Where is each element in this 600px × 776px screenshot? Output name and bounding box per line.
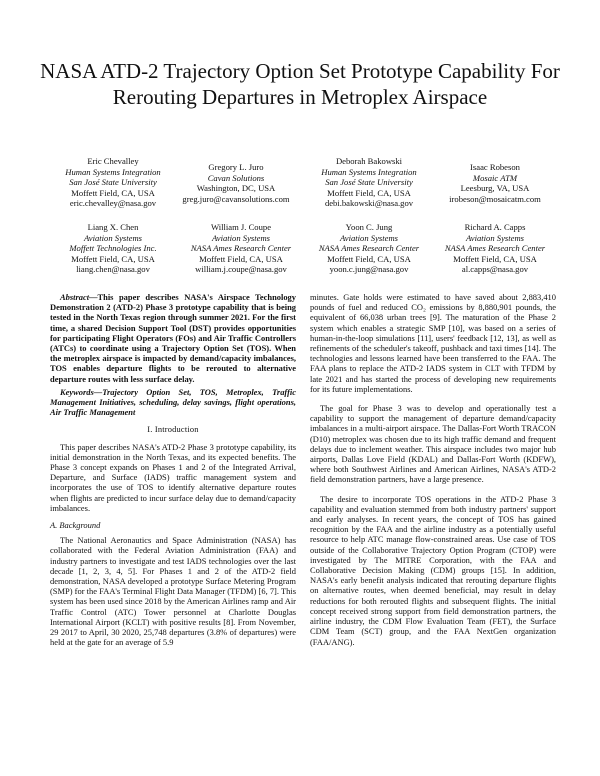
- author-role: Human Systems Integration: [321, 166, 417, 177]
- author-block: [48, 222, 178, 275]
- author-name: Yoon C. Jung: [345, 222, 393, 232]
- author-block: [304, 222, 434, 275]
- right-column: [310, 292, 556, 650]
- author-email: greg.juro@cavansolutions.com: [182, 193, 290, 204]
- author-email: al.capps@nasa.gov: [461, 264, 529, 275]
- author-location: Leesburg, VA, USA: [460, 183, 530, 194]
- intro-paragraph: This paper describes NASA's ATD-2 Phase 3 prototype capability, its initial demonstration in the North Texas, and its expected benefits. The Phase 3 concept expands on Phases 1 and 2 of the Integrated Arrival, Departure, and Surface (IADS) traffic management system and incorporates the use of TOS to identify alternative departure routes when flights are predicted to incur surface delay due to demand/capacity imbalances.: [50, 441, 296, 513]
- author-name: Liang X. Chen: [87, 222, 139, 232]
- author-location: Moffett Field, CA, USA: [199, 253, 283, 264]
- abstract: [50, 292, 296, 384]
- author-block: [430, 222, 560, 275]
- author-name: Isaac Robeson: [470, 162, 520, 172]
- author-email: debi.bakowski@nasa.gov: [324, 198, 414, 209]
- author-org: NASA Ames Research Center: [190, 243, 292, 254]
- author-location: Moffett Field, CA, USA: [453, 253, 537, 264]
- author-org: San José State University: [325, 177, 413, 188]
- keywords-label: Keywords—: [60, 386, 103, 397]
- author-location: Moffett Field, CA, USA: [327, 253, 411, 264]
- author-email: irobeson@mosaicatm.com: [449, 193, 541, 204]
- author-org: NASA Ames Research Center: [444, 243, 546, 254]
- author-location: Moffett Field, CA, USA: [71, 253, 155, 264]
- author-location: Moffett Field, CA, USA: [327, 187, 411, 198]
- left-column: [50, 292, 296, 651]
- author-email: liang.chen@nasa.gov: [76, 264, 150, 275]
- body-paragraph: minutes. Gate holds were estimated to have saved about 2,883,410 pounds of fuel and reduced CO₂ emissions by 8,880,901 pounds, the equivalent of 66,038 urban trees [9]. The maturation of the Phase 2 system which enables a strategic SMP [10], was based on a series of human-in-the-loop simulations [11], users' feedback [12, 13], as well as refinements of the scheduler's takeoff, pushback and taxi times [14]. The technologies and lessons learned have been transferred to the FAA. The FAA plans to replace the ATD-2 IADS system in CLT with TFDM by late 2021 and has started the process of developing new requirements for its future implementations.: [310, 292, 556, 394]
- author-role: Cavan Solutions: [207, 172, 265, 183]
- author-block: [176, 222, 306, 275]
- author-name: Gregory L. Juro: [208, 162, 264, 172]
- author-role: Aviation Systems: [84, 232, 142, 243]
- author-role: Human Systems Integration: [65, 166, 161, 177]
- author-name: Eric Chevalley: [87, 156, 139, 166]
- author-email: yoon.c.jung@nasa.gov: [329, 264, 409, 275]
- author-email: eric.chevalley@nasa.gov: [69, 198, 157, 209]
- paper-title: NASA ATD-2 Trajectory Option Set Prototype Capability For Rerouting Departures in Metroplex Airspace: [40, 59, 560, 109]
- author-block: [304, 156, 434, 209]
- author-role: Aviation Systems: [212, 232, 270, 243]
- author-location: Moffett Field, CA, USA: [71, 187, 155, 198]
- author-name: Deborah Bakowski: [335, 156, 403, 166]
- abstract-text: This paper describes NASA's Airspace Technology Demonstration 2 (ATD-2) Phase 3 prototype capability that is being tested in the North Texas region through summer 2021. For the first time, a shared Decision Support Tool (DST) provides opportunities for participating Flight Operators (FOs) and Air Traffic Controllers (ATCs) to coordinate using a Trajectory Option Set (TOS). When the metroplex airspace is impacted by demand/capacity imbalances, TOS enables departure flights to be rerouted to alternative departure routes with less surface delay.: [50, 292, 296, 384]
- body-paragraph: The desire to incorporate TOS operations in the ATD-2 Phase 3 capability and evaluation stemmed from both industry partners' support and early analyses. In recent years, the concept of TOS has gained recognition by the FAA and the airline industry as a potentially useful resource to help ATC manage flow-constrained areas. Use case of TOS outside of the Collaborative Trajectory Option Program (CTOP) were investigated by The MITRE Corporation, with the FAA and Collaborative Decision Making (CDM) groups [15]. In addition, NASA's early benefit analysis indicated that rerouting departure flights on alternative routes, when deemed beneficial, may result in delay reductions for both rerouted flights and subsequent flights. The initial concept received strong support from field demonstration partners, the airline industry, the CDM Flow Evaluation Team (FET), the Surface CDM Team (SCT) group, and the FAA NextGen organization (FAA/ANG).: [310, 493, 556, 647]
- author-role: Mosaic ATM: [472, 172, 518, 183]
- author-role: Aviation Systems: [466, 232, 524, 243]
- body-paragraph: The goal for Phase 3 was to develop and operationally test a capability to support the management of departure demand/capacity imbalances in a multi-airport airspace. The Dallas-Fort Worth TRACON (D10) metroplex was chosen due to its high traffic demand and frequent delays due to inclement weather. This airspace includes two major hub airports, Dallas Love Field (KDAL) and Dallas-Fort Worth (KDFW), where both Southwest Airlines and American Airlines, NASA's ATD-2 field demonstration partners, have a large presence.: [310, 403, 556, 485]
- subsection-heading-background: A. Background: [50, 520, 101, 531]
- author-block: [166, 162, 306, 204]
- background-paragraph: The National Aeronautics and Space Administration (NASA) has collaborated with the Federal Aviation Administration (FAA) and industry partners to investigate and test IADS technologies over the last decade [1, 2, 3, 4, 5]. For Phases 1 and 2 of the ATD-2 field demonstration, NASA developed a prototype Surface Metering Program (SMP) for the FAA's Terminal Flight Data Manager (TFDM) [6, 7]. This system has been used since 2018 by the American Airlines ramp and Air Traffic Control (ATC) Tower personnel at Charlotte Douglas International Airport (KCLT) with positive results [8]. From November, 29 2017 to April, 30 2020, 25,748 departures (3.8% of departures) were held at the gate for an average of 5.9: [50, 535, 296, 648]
- abstract-label: Abstract—: [60, 292, 98, 302]
- author-org: Moffett Technologies Inc.: [69, 243, 157, 254]
- author-block: [430, 162, 560, 204]
- author-role: Aviation Systems: [340, 232, 398, 243]
- author-org: NASA Ames Research Center: [318, 243, 420, 254]
- author-name: Richard A. Capps: [464, 222, 526, 232]
- author-location: Washington, DC, USA: [196, 183, 276, 194]
- author-block: [48, 156, 178, 209]
- author-org: San José State University: [69, 177, 157, 188]
- section-heading-introduction: I. Introduction: [147, 425, 199, 435]
- keywords: [50, 387, 296, 418]
- author-name: William J. Coupe: [210, 222, 272, 232]
- keywords-text: Trajectory Option Set, TOS, Metroplex, Traffic Management Initiatives, scheduling, delay savings, flight operations, Air Traffic Management: [50, 386, 296, 418]
- author-email: william.j.coupe@nasa.gov: [195, 264, 287, 275]
